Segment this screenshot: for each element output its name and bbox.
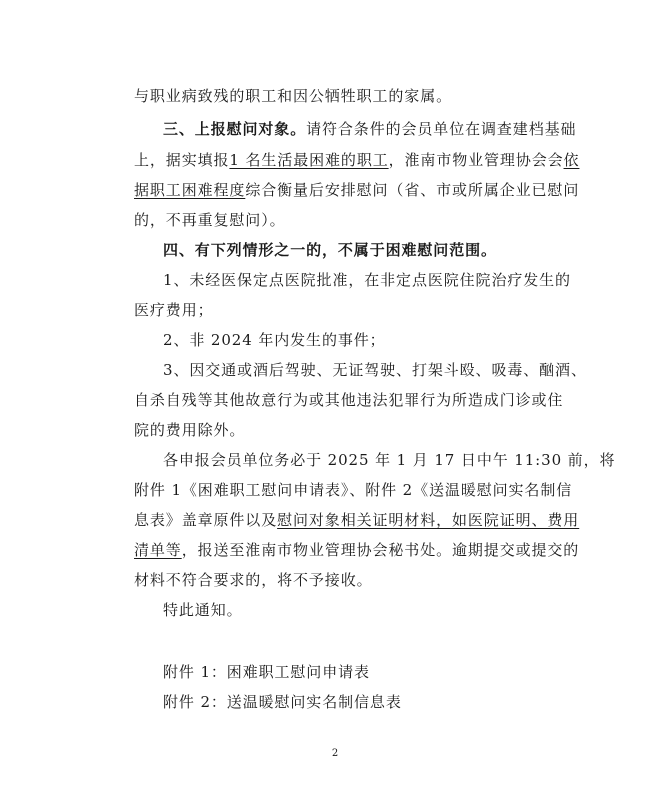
section-3-line-4: 的，不再重复慰问）。 [134, 211, 286, 229]
section-3-line-1 [163, 119, 576, 139]
list-item-3-line-2: 自杀自残等其他故意行为或其他违法犯罪行为所造成门诊或住 [134, 391, 564, 409]
list-item-1-line-1: 1、未经医保定点医院批准，在非定点医院住院治疗发生的 [163, 271, 571, 289]
underlined-text: 慰问对象相关证明材料，如医院证明、费用 [277, 511, 580, 529]
underlined-text: 清单等 [134, 541, 182, 559]
underlined-text: 据职工困难程度 [134, 181, 246, 199]
section-3-text: ，淮南市物业管理协会会 [388, 151, 564, 169]
attachment-2: 附件 2：送温暖慰问实名制信息表 [163, 693, 402, 711]
section-3-line-2 [134, 150, 579, 170]
list-item-1-line-2: 医疗费用； [134, 301, 214, 319]
submission-text: ，报送至淮南市物业管理协会秘书处。逾期提交或提交的 [181, 541, 580, 559]
underlined-text: 1 名生活最困难的职工 [229, 151, 389, 169]
section-3-text: 请符合条件的会员单位在调查建档基础 [306, 120, 577, 138]
submission-line-2: 附件 1《困难职工慰问申请表》、附件 2《送温暖慰问实名制信 [134, 481, 573, 499]
list-item-3-line-3: 院的费用除外。 [134, 421, 246, 439]
list-item-2: 2、非 2024 年内发生的事件； [163, 331, 386, 349]
submission-line-5: 材料不符合要求的，将不予接收。 [134, 571, 373, 589]
paragraph-continuation: 与职业病致残的职工和因公牺牲职工的家属。 [134, 87, 453, 105]
page-number: 2 [331, 748, 339, 759]
closing-notice: 特此通知。 [163, 601, 243, 619]
section-4-heading: 四、有下列情形之一的，不属于困难慰问范围。 [163, 241, 497, 259]
underlined-text: 依 [563, 151, 580, 169]
section-3-text: 上，据实填报 [134, 151, 230, 169]
section-3-heading: 三、上报慰问对象。 [163, 120, 307, 138]
submission-line-4 [134, 540, 579, 560]
submission-text: 息表》盖章原件以及 [134, 511, 278, 529]
submission-line-1: 各申报会员单位务必于 2025 年 1 月 17 日中午 11:30 前，将 [163, 451, 616, 469]
section-3-text: 综合衡量后安排慰问（省、市或所属企业已慰问 [245, 181, 580, 199]
list-item-3-line-1: 3、因交通或酒后驾驶、无证驾驶、打架斗殴、吸毒、酗酒、 [163, 361, 587, 379]
section-3-line-3 [134, 180, 579, 200]
submission-line-3 [134, 510, 579, 530]
attachment-1: 附件 1：困难职工慰问申请表 [163, 663, 370, 681]
